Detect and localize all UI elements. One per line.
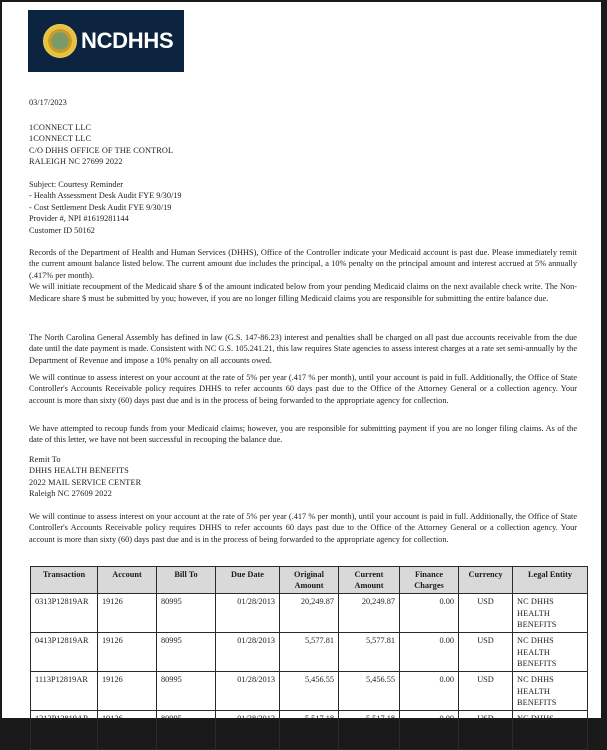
- cell-current-amount: 5,456.55: [339, 672, 400, 711]
- paragraph-text: Records of the Department of Health and Human Services (DHHS), Office of the Controller indicate your Medicaid account is past due. Please immediately remit the current amount balance listed below. The current amount due includes the principal, a 10% penalty on the principal amount and interest accrued at 5% annually (.417% per month).: [29, 248, 577, 280]
- subject-line: Subject: Courtesy Reminder: [29, 180, 124, 189]
- subject-block: [29, 179, 577, 236]
- remit-to-label: Remit To: [29, 455, 61, 464]
- col-legal-entity: Legal Entity: [513, 567, 588, 594]
- cell-original-amount: 5,577.81: [280, 633, 339, 672]
- table-row: [31, 633, 588, 672]
- cell-original-amount: 5,517.18: [280, 711, 339, 750]
- provider-npi: Provider #, NPI #1619281144: [29, 214, 129, 224]
- cell-due-date: 01/28/2013: [216, 711, 280, 750]
- addressee-block: [29, 122, 577, 168]
- cell-bill-to: 80995: [157, 672, 216, 711]
- customer-id: Customer ID 50162: [29, 225, 95, 235]
- cell-transaction: 1213P12819AR: [31, 711, 98, 750]
- paragraph-interest: We will continue to assess interest on your account at the rate of 5% per year (.417 % per month), until your account is paid in full. Additionally, the Office of State Controller's Accounts Receivable policy requires DHHS to refer accounts 60 days past due to the Office of the Attorney General or a collection agency. Your account is more than sixty (60) days past due and is in the process of being forwarded to the appropriate agency for collection.: [29, 373, 577, 405]
- cell-currency: USD: [459, 594, 513, 633]
- cell-finance-charges: 0.00: [400, 594, 459, 633]
- col-currency: Currency: [459, 567, 513, 594]
- cell-legal-entity: NC DHHS HEALTH BENEFITS: [513, 633, 588, 672]
- cell-finance-charges: 0.00: [400, 711, 459, 750]
- letter-date: 03/17/2023: [29, 98, 67, 107]
- cell-due-date: 01/28/2013: [216, 633, 280, 672]
- table-row: [31, 711, 588, 750]
- col-bill-to: Bill To: [157, 567, 216, 594]
- table-row: [31, 672, 588, 711]
- addressee-line: 1CONNECT LLC: [29, 123, 92, 132]
- cell-bill-to: 80995: [157, 594, 216, 633]
- col-transaction: Transaction: [31, 567, 98, 594]
- cell-transaction: 0413P12819AR: [31, 633, 98, 672]
- cell-original-amount: 5,456.55: [280, 672, 339, 711]
- cell-bill-to: 80995: [157, 633, 216, 672]
- col-account: Account: [98, 567, 157, 594]
- remit-to-line: Raleigh NC 27609 2022: [29, 489, 112, 499]
- transactions-table: [30, 566, 588, 750]
- cell-account: 19126: [98, 594, 157, 633]
- cell-due-date: 01/28/2013: [216, 672, 280, 711]
- cell-account: 19126: [98, 633, 157, 672]
- cell-account: 19126: [98, 711, 157, 750]
- subject-line: - Cost Settlement Desk Audit FYE 9/30/19: [29, 202, 172, 212]
- logo-text: NCDHHS: [81, 28, 174, 54]
- paragraph-recoup: We have attempted to recoup funds from your Medicaid claims; however, you are responsible for submitting payment if you are no longer filing claims. As of the date of this letter, we have not been successful in recouping the balance due.: [29, 424, 577, 445]
- cell-transaction: 1113P12819AR: [31, 672, 98, 711]
- remit-to-line: 2022 MAIL SERVICE CENTER: [29, 477, 142, 487]
- cell-account: 19126: [98, 672, 157, 711]
- cell-finance-charges: 0.00: [400, 672, 459, 711]
- ncdhhs-logo: [28, 10, 184, 72]
- cell-legal-entity: NC DHHS HEALTH BENEFITS: [513, 672, 588, 711]
- cell-current-amount: 5,517.18: [339, 711, 400, 750]
- cell-currency: USD: [459, 711, 513, 750]
- remit-to-block: [29, 454, 577, 500]
- col-original-amount: Original Amount: [280, 567, 339, 594]
- paragraph-records: [29, 247, 577, 304]
- col-current-amount: Current Amount: [339, 567, 400, 594]
- paragraph-interest-repeat: We will continue to assess interest on your account at the rate of 5% per year (.417 % per month), until your account is paid in full. Additionally, the Office of State Controller's Accounts Receivable policy requires DHHS to refer accounts 60 days past due to the Office of the Attorney General or a collection agency. Your account is more than sixty (60) days past due and is in the process of being forwarded to the appropriate agency for collection.: [29, 512, 577, 544]
- addressee-line: 1CONNECT LLC: [29, 134, 92, 144]
- cell-original-amount: 20,249.87: [280, 594, 339, 633]
- col-finance-charges: Finance Charges: [400, 567, 459, 594]
- subject-line: - Health Assessment Desk Audit FYE 9/30/19: [29, 191, 182, 201]
- paragraph-general-assembly: The North Carolina General Assembly has defined in law (G.S. 147-86.23) interest and penalties shall be charged on all past due accounts receivable from the due date until the date payment is made. Consistent with NC G.S. 105.241.21, this law requires State agencies to assess interest charges at a rate set semi-annually by the Department of Revenue and impose a 10% penalty on all accounts owed.: [29, 333, 577, 365]
- table-row: [31, 594, 588, 633]
- cell-current-amount: 20,249.87: [339, 594, 400, 633]
- cell-current-amount: 5,577.81: [339, 633, 400, 672]
- cell-currency: USD: [459, 633, 513, 672]
- paragraph-text: We will initiate recoupment of the Medicaid share $ of the amount indicated below from your pending Medicaid claims on the next available check write. The Non-Medicare share $ must be submitted by you; however, if you are no longer filling Medicaid claims you are responsible for submitting the entire balance due.: [29, 282, 577, 303]
- cell-currency: USD: [459, 672, 513, 711]
- cell-due-date: 01/28/2013: [216, 594, 280, 633]
- addressee-line: RALEIGH NC 27699 2022: [29, 157, 123, 167]
- table-header-row: [31, 567, 588, 594]
- remit-to-line: DHHS HEALTH BENEFITS: [29, 466, 129, 476]
- cell-bill-to: 80995: [157, 711, 216, 750]
- cell-legal-entity: NC DHHS HEALTH BENEFITS: [513, 594, 588, 633]
- cell-transaction: 0313P12819AR: [31, 594, 98, 633]
- nc-state-seal-icon: [43, 24, 77, 58]
- cell-legal-entity: NC DHHS HEALTH: [513, 711, 588, 750]
- cell-finance-charges: 0.00: [400, 633, 459, 672]
- col-due-date: Due Date: [216, 567, 280, 594]
- addressee-line: C/O DHHS OFFICE OF THE CONTROL: [29, 145, 174, 155]
- letter-page: [2, 2, 601, 735]
